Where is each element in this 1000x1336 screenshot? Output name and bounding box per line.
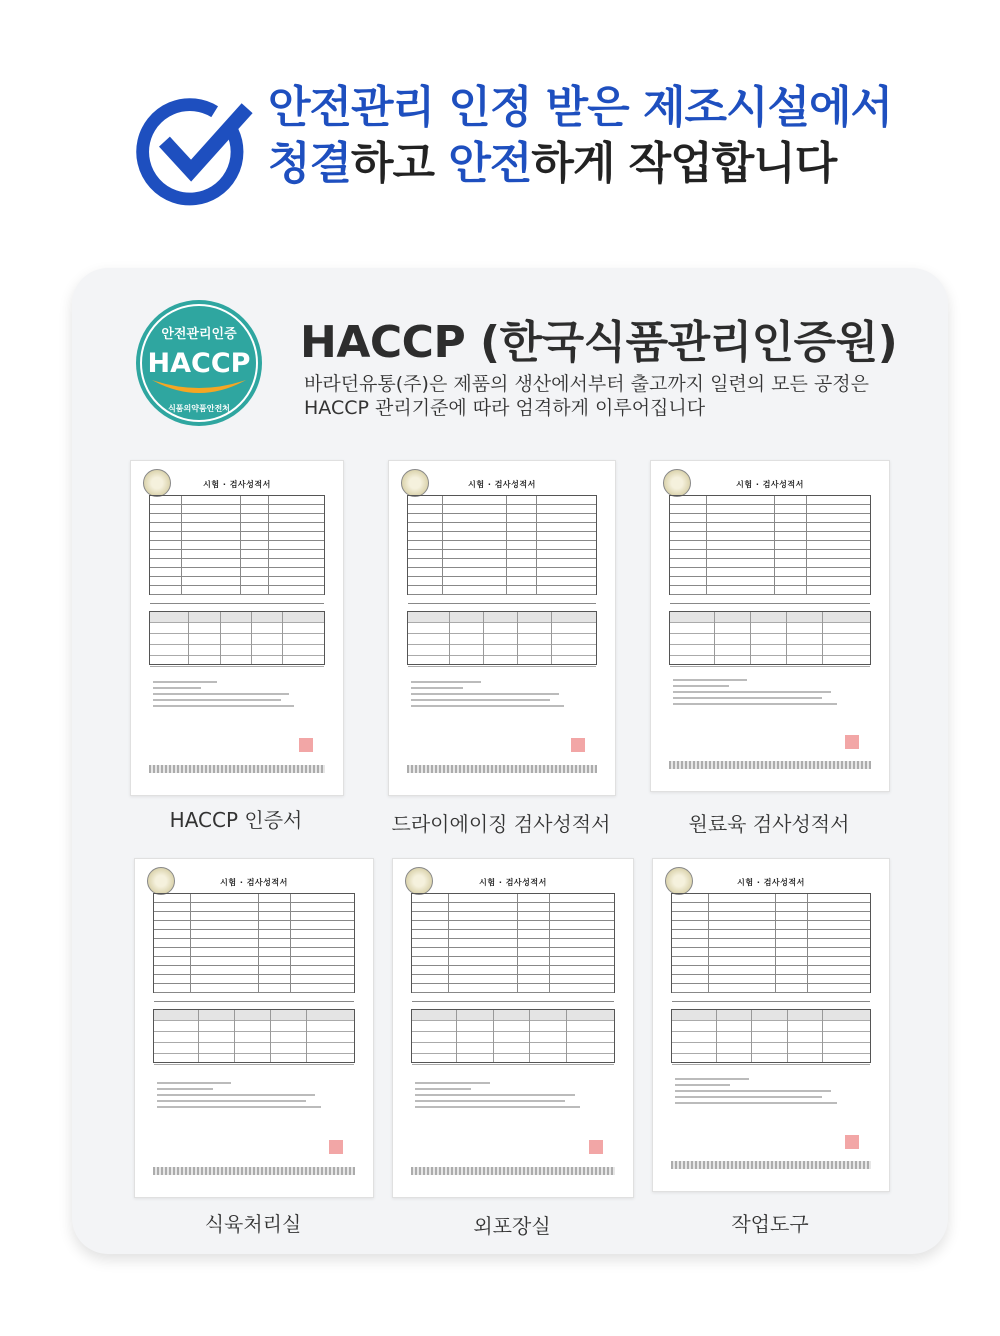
certificate-title: HACCP (한국식품관리인증원) — [300, 317, 898, 368]
certificate-card — [72, 268, 948, 1254]
document-dry-aging — [388, 460, 616, 796]
document-raw-meat — [650, 460, 890, 792]
document-footer — [671, 1161, 871, 1169]
document-footer — [669, 761, 871, 769]
hero-header — [0, 0, 1000, 250]
caption-processing-room: 식육처리실 — [204, 1212, 302, 1236]
document-notes — [673, 679, 859, 709]
document-notes — [415, 1082, 603, 1112]
document-title: 시험 · 검사성적서 — [220, 878, 288, 887]
document-footer — [411, 1167, 615, 1175]
red-stamp-icon — [299, 738, 313, 752]
document-info-table — [407, 495, 597, 595]
haccp-badge-icon — [134, 298, 264, 428]
headline-accent-clean: 청결 — [268, 138, 352, 189]
headline-text-end: 하게 작업합니다 — [531, 138, 837, 189]
document-results-table — [671, 1009, 871, 1063]
document-notes — [675, 1078, 859, 1108]
caption-packaging-room: 외포장실 — [473, 1214, 551, 1238]
document-footer — [153, 1167, 355, 1175]
red-stamp-icon — [845, 735, 859, 749]
badge-top-text: 안전관리인증 — [161, 327, 237, 342]
caption-dry-aging: 드라이에이징 검사성적서 — [391, 812, 611, 836]
document-info-table — [149, 495, 325, 595]
red-stamp-icon — [329, 1140, 343, 1154]
document-results-table — [411, 1009, 615, 1063]
headline — [268, 80, 968, 192]
document-footer — [407, 765, 597, 773]
document-info-table — [153, 893, 355, 993]
red-stamp-icon — [845, 1135, 859, 1149]
badge-bottom-text: 식품의약품안전처 — [168, 404, 230, 413]
document-title: 시험 · 검사성적서 — [468, 480, 536, 489]
document-notes — [411, 681, 585, 711]
document-results-table — [669, 611, 871, 665]
document-title: 시험 · 검사성적서 — [736, 480, 804, 489]
document-processing-room — [134, 858, 374, 1198]
document-title: 시험 · 검사성적서 — [479, 878, 547, 887]
caption-work-tools: 작업도구 — [731, 1212, 809, 1236]
caption-raw-meat: 원료육 검사성적서 — [688, 812, 850, 836]
headline-text-mid: 하고 — [351, 138, 449, 189]
document-work-tools — [652, 858, 890, 1192]
description-line2: HACCP 관리기준에 따라 엄격하게 이루어집니다 — [304, 397, 706, 419]
red-stamp-icon — [571, 738, 585, 752]
document-packaging-room — [392, 858, 634, 1198]
headline-line1: 안전관리 인정 받은 제조시설에서 — [268, 82, 893, 133]
red-stamp-icon — [589, 1140, 603, 1154]
document-footer — [149, 765, 325, 773]
checkmark-circle-icon — [136, 92, 254, 210]
caption-haccp: HACCP 인증서 — [169, 808, 303, 832]
document-info-table — [411, 893, 615, 993]
document-notes — [153, 681, 313, 711]
document-results-table — [153, 1009, 355, 1063]
description-line1: 바라던유통(주)은 제품의 생산에서부터 출고까지 일련의 모든 공정은 — [304, 373, 869, 395]
headline-accent-safe: 안전 — [448, 138, 532, 189]
document-results-table — [407, 611, 597, 665]
certificate-description — [304, 372, 869, 420]
document-info-table — [669, 495, 871, 595]
document-results-table — [149, 611, 325, 665]
document-title: 시험 · 검사성적서 — [203, 480, 271, 489]
document-info-table — [671, 893, 871, 993]
badge-main-text: HACCP — [147, 348, 251, 379]
headline-line2 — [268, 136, 968, 192]
document-haccp — [130, 460, 344, 796]
document-title: 시험 · 검사성적서 — [737, 878, 805, 887]
document-notes — [157, 1082, 343, 1112]
